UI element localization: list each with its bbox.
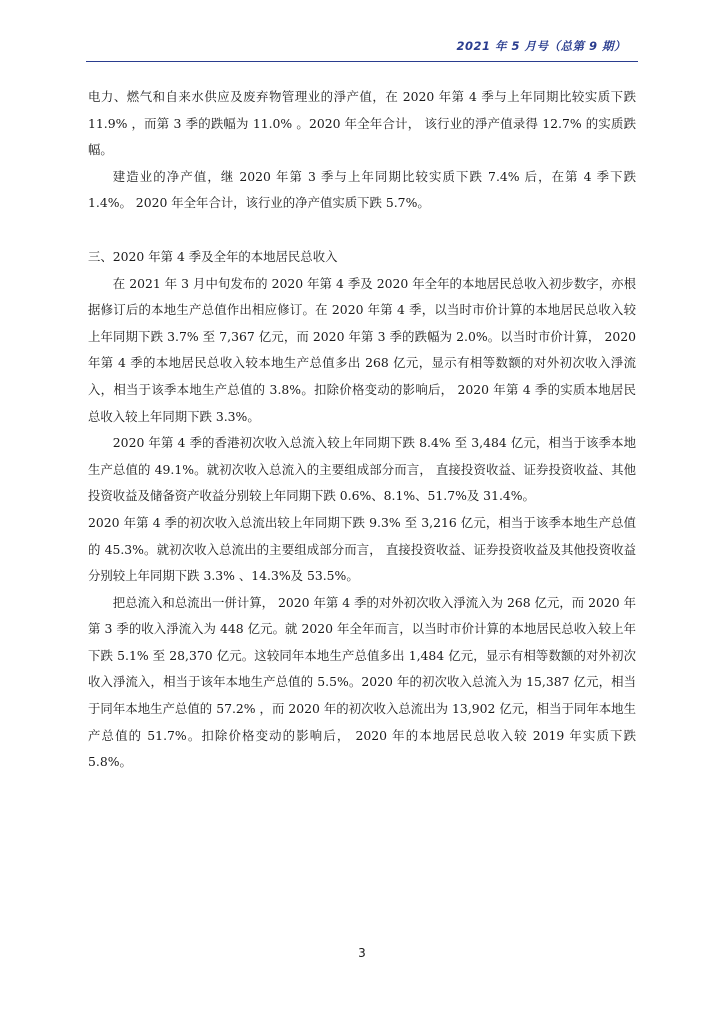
- paragraph-primary-inflow: 2020 年第 4 季的香港初次收入总流入较上年同期下跌 8.4% 至 3,484 亿元，相当于该季本地生产总值的 49.1%。就初次收入总流入的主要组成部分而言， 直接投资收益、证券投资收益、其他投资收益及储备资产收益分别较上年同期下跌 0.6%、8.1%、51.7%及 31.4%。: [88, 435, 636, 504]
- section-title-gni: 三、2020 年第 4 季及全年的本地居民总收入: [88, 248, 338, 264]
- page-number: 3: [358, 946, 366, 960]
- paragraph-utilities: 电力、燃气和自来水供应及废弃物管理业的淨产值，在 2020 年第 4 季与上年同期比较实质下跌 11.9% ，而第 3 季的跌幅为 11.0% 。2020 年全年合计， 该行业的淨产值录得 12.7% 的实质跌幅。: [88, 89, 636, 158]
- paragraph-net-inflow: 把总流入和总流出一併计算， 2020 年第 4 季的对外初次收入淨流入为 268 亿元，而 2020 年第 3 季的收入淨流入为 448 亿元。就 2020 年全年而言，以当时市价计算的本地居民总收入较上年下跌 5.1% 至 28,370 亿元。这较同年本地生产总值多出 1,484 亿元，显示有相等数额的对外初次收入淨流入，相当于该年本地生产总值的 5.5%。2020 年的初次收入总流入为 15,387 亿元，相当于同年本地生产总值的 57.2% ，而 2020 年的初次收入总流出为 13,902 亿元，相当于同年本地生产总值的 51.7%。扣除价格变动的影响后， 2020 年的本地居民总收入较 2019 年实质下跌 5.8%。: [88, 594, 636, 770]
- paragraph-gni-overview: 在 2021 年 3 月中旬发布的 2020 年第 4 季及 2020 年全年的本地居民总收入初步数字，亦根据修订后的本地生产总值作出相应修订。在 2020 年第 4 季，以当时市价计算的本地居民总收入较上年同期下跌 3.7% 至 7,367 亿元，而 2020 年第 3 季的跌幅为 2.0%。以当时市价计算， 2020 年第 4 季的本地居民总收入较本地生产总值多出 268 亿元，显示有相等数额的对外初次收入淨流入，相当于该季本地生产总值的 3.8%。扣除价格变动的影响后， 2020 年第 4 季的实质本地居民总收入较上年同期下跌 3.3%。: [88, 275, 636, 424]
- paragraph-primary-outflow: 2020 年第 4 季的初次收入总流出较上年同期下跌 9.3% 至 3,216 亿元，相当于该季本地生产总值的 45.3%。就初次收入总流出的主要组成部分而言， 直接投资收益、证券投资收益及其他投资收益分别较上年同期下跌 3.3% 、14.3%及 53.5%。: [88, 514, 636, 584]
- paragraph-construction: 建造业的净产值，继 2020 年第 3 季与上年同期比较实质下跌 7.4% 后，在第 4 季下跌 1.4%。 2020 年全年合计，该行业的净产值实质下跌 5.7%。: [88, 168, 636, 211]
- article-body: [88, 84, 636, 776]
- header-divider: [86, 61, 638, 62]
- issue-header: 2021 年 5 月号（总第 9 期）: [456, 39, 626, 53]
